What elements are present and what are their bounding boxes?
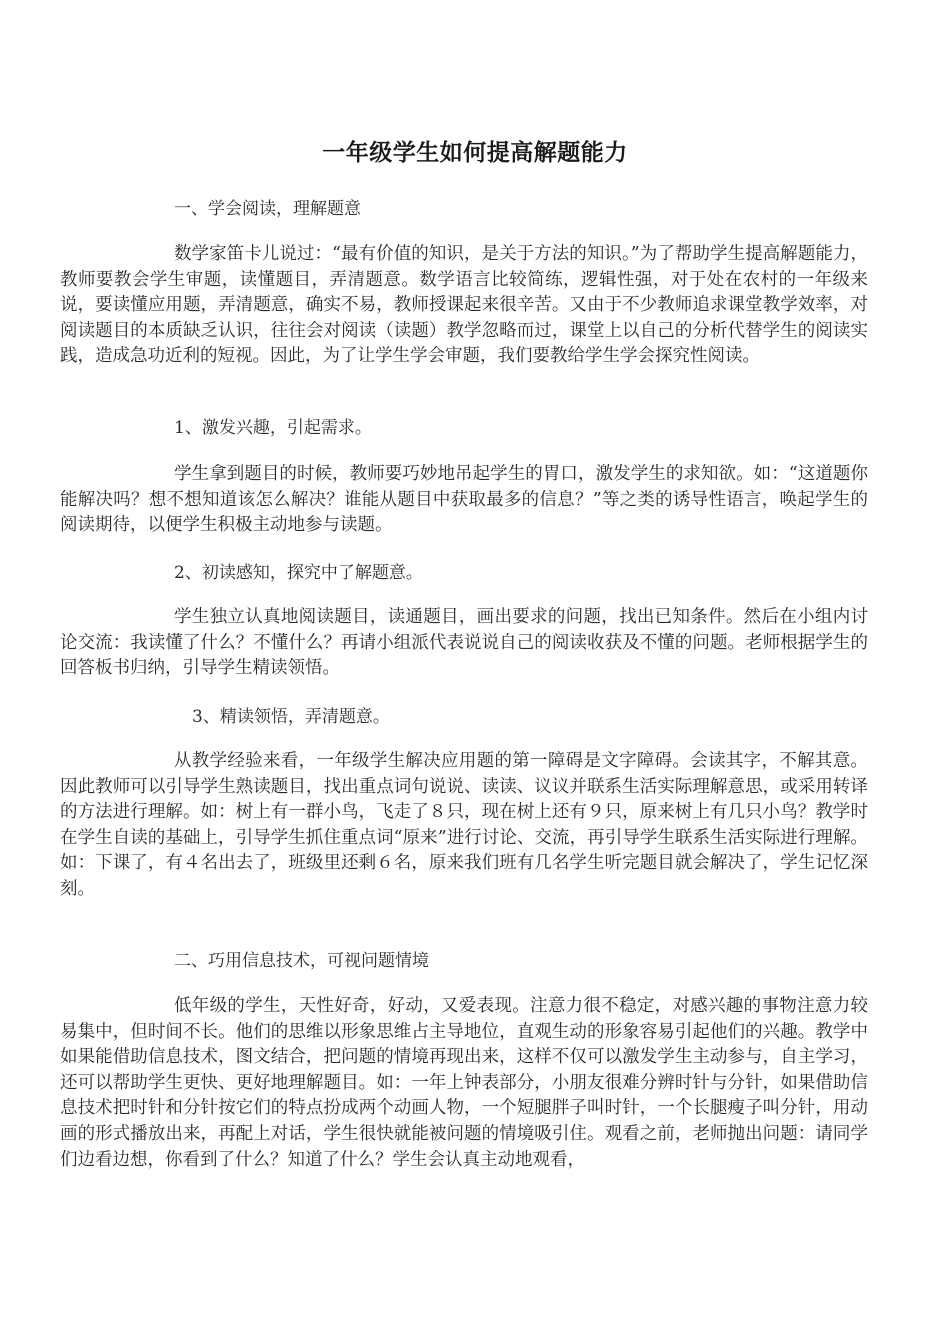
subsection-heading-1: 1、激发兴趣，引起需求。 (174, 418, 372, 438)
paragraph-intro: 数学家笛卡儿说过：“最有价值的知识，是关于方法的知识。”为了帮助学生提高解题能力，教师要教会学生审题，读懂题目，弄清题意。数学语言比较简练，逻辑性强，对于处在农村的一年级来说，要读懂应用题，弄清题意，确实不易，教师授课起来很辛苦。又由于不少教师追求课堂教学效率，对阅读题目的本质缺乏认识，往往会对阅读（读题）教学忽略而过，课堂上以自己的分析代替学生的阅读实践，造成急功近利的短视。因此，为了让学生学会审题，我们要教给学生学会探究性阅读。 (60, 244, 868, 367)
subsection-heading-2: 2、初读感知，探究中了解题意。 (174, 563, 423, 583)
paragraph-sub1: 学生拿到题目的时候，教师要巧妙地吊起学生的胃口，激发学生的求知欲。如：“这道题你能解决吗？想不想知道该怎么解决？谁能从题目中获取最多的信息？”等之类的诱导性语言，唤起学生的阅读期待，以便学生积极主动地参与读题。 (60, 464, 868, 536)
section-heading-1: 一、学会阅读，理解题意 (174, 199, 361, 219)
subsection-heading-3: 3、精读领悟，弄清题意。 (192, 707, 390, 727)
section-heading-2: 二、巧用信息技术，可视问题情境 (174, 951, 429, 971)
document-title: 一年级学生如何提高解题能力 (322, 139, 628, 166)
paragraph-section2: 低年级的学生，天性好奇，好动，又爱表现。注意力很不稳定，对感兴趣的事物注意力较易集中，但时间不长。他们的思维以形象思维占主导地位，直观生动的形象容易引起他们的兴趣。教学中如果能借助信息技术，图文结合，把问题的情境再现出来，这样不仅可以激发学生主动参与，自主学习，还可以帮助学生更快、更好地理解题目。如：一年上钟表部分，小朋友很难分辨时针与分针，如果借助信息技术把时针和分针按它们的特点扮成两个动画人物，一个短腿胖子叫时针，一个长腿瘦子叫分针，用动画的形式播放出来，再配上对话，学生很快就能被问题的情境吸引住。观看之前，老师抛出问题：请同学们边看边想，你看到了什么？知道了什么？学生会认真主动地观看， (60, 996, 868, 1170)
paragraph-sub3: 从教学经验来看，一年级学生解决应用题的第一障碍是文字障碍。会读其字，不解其意。因此教师可以引导学生熟读题目，找出重点词句说说、读读、议议并联系生活实际理解意思，或采用转译的方法进行理解。如：树上有一群小鸟，飞走了８只，现在树上还有９只，原来树上有几只小鸟？教学时在学生自读的基础上，引导学生抓住重点词“原来”进行讨论、交流，再引导学生联系生活实际进行理解。如：下课了，有４名出去了，班级里还剩６名，原来我们班有几名学生听完题目就会解决了，学生记忆深刻。 (60, 751, 868, 899)
paragraph-sub2: 学生独立认真地阅读题目，读通题目，画出要求的问题，找出已知条件。然后在小组内讨论交流：我读懂了什么？不懂什么？再请小组派代表说说自己的阅读收获及不懂的问题。老师根据学生的回答板书归纳，引导学生精读领悟。 (60, 607, 868, 679)
